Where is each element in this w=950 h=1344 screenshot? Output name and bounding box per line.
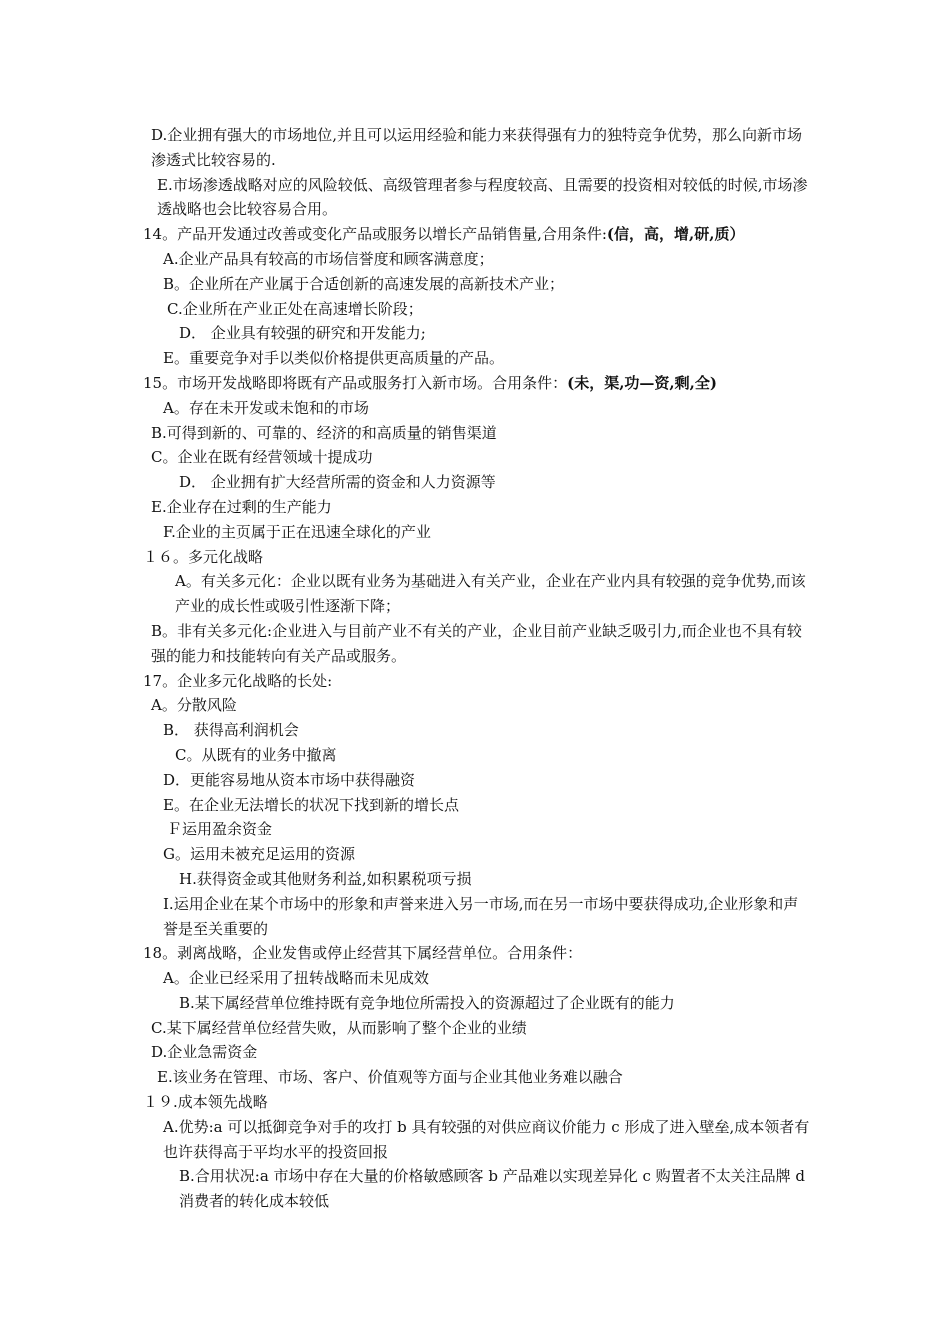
paragraph-bold-mnemonic: (未，渠,功—资,剩,全) [567,373,717,392]
paragraph [143,892,813,942]
paragraph [143,470,813,495]
paragraph [143,1164,813,1214]
paragraph-text: B。企业所在产业属于合适创新的高速发展的高新技术产业； [163,274,565,293]
paragraph [143,842,813,867]
paragraph-text: A。有关多元化：企业以既有业务为基础进入有关产业，企业在产业内具有较强的竞争优势,而该产业的成长性或吸引性逐渐下降； [175,572,806,616]
paragraph-text: E.企业存在过剩的生产能力 [151,497,332,516]
paragraph-text: B.可得到新的、可靠的、经济的和高质量的销售渠道 [151,423,497,442]
paragraph [143,495,813,520]
paragraph-text: B． 获得高利润机会 [163,721,299,740]
paragraph [143,991,813,1016]
paragraph [143,346,813,371]
paragraph [143,867,813,892]
paragraph-text: D． 企业具有较强的研究和开发能力; [179,324,426,343]
paragraph [143,941,813,966]
paragraph [143,297,813,322]
paragraph-text: A.企业产品具有较高的市场信誉度和顾客满意度； [163,249,494,268]
paragraph [143,693,813,718]
paragraph [143,421,813,446]
paragraph-text: E。重要竞争对手以类似价格提供更高质量的产品。 [163,349,504,368]
paragraph-text: A.优势:a 可以抵御竞争对手的攻打 b 具有较强的对供应商议价能力 c 形成了进入壁垒,成本领者有也许获得高于平均水平的投资回报 [163,1117,810,1161]
paragraph-text: 17。企业多元化战略的长处: [143,671,333,690]
paragraph-text: A。存在未开发或未饱和的市场 [163,398,369,417]
paragraph-text: C。从既有的业务中撤离 [175,745,337,764]
paragraph [143,173,813,223]
paragraph [143,272,813,297]
paragraph [143,669,813,694]
paragraph-text: G。运用未被充足运用的资源 [163,845,355,864]
paragraph [143,966,813,991]
paragraph [143,321,813,346]
paragraph-text: C.某下属经营单位经营失败，从而影响了整个企业的业绩 [151,1018,527,1037]
paragraph [143,619,813,669]
paragraph-text: D.企业急需资金 [151,1043,258,1062]
paragraph-text: E.市场渗透战略对应的风险较低、高级管理者参与程度较高、且需要的投资相对较低的时候,市场渗透战略也会比较容易合用。 [157,175,808,219]
paragraph-text: 18。剥离战略，企业发售或停止经营其下属经营单位。合用条件： [143,944,583,963]
paragraph [143,718,813,743]
paragraph-text: Ｆ运用盈余资金 [167,820,273,839]
paragraph-text: B。非有关多元化:企业进入与目前产业不有关的产业，企业目前产业缺乏吸引力,而企业也不具有较强的能力和技能转向有关产品或服务。 [151,621,802,665]
paragraph-text: １６。多元化战略 [143,547,264,566]
paragraph-text: D．更能容易地从资本市场中获得融资 [163,770,416,789]
paragraph-text: C。企业在既有经营领域十提成功 [151,448,373,467]
paragraph-text: 14。产品开发通过改善或变化产品或服务以增长产品销售量,合用条件: [143,225,607,244]
paragraph-text: E.该业务在管理、市场、客户、价值观等方面与企业其他业务难以融合 [157,1068,623,1087]
paragraph [143,1016,813,1041]
paragraph [143,247,813,272]
paragraph [143,793,813,818]
paragraph [143,520,813,545]
paragraph-text: I.运用企业在某个市场中的形象和声誉来进入另一市场,而在另一市场中要获得成功,企业形象和声誉是至关重要的 [163,894,799,938]
paragraph [143,743,813,768]
paragraph [143,396,813,421]
paragraph [143,569,813,619]
paragraph [143,817,813,842]
paragraph-text: H.获得资金或其他财务利益,如积累税项亏损 [179,869,472,888]
paragraph [143,1040,813,1065]
paragraph-text: E。在企业无法增长的状况下找到新的增长点 [163,795,459,814]
paragraph [143,222,813,247]
paragraph-text: A。分散风险 [151,696,237,715]
document-body [143,123,813,1214]
paragraph [143,1115,813,1165]
paragraph-text: 15。市场开发战略即将既有产品或服务打入新市场。合用条件： [143,373,568,392]
paragraph [143,768,813,793]
paragraph-text: B.某下属经营单位维持既有竞争地位所需投入的资源超过了企业既有的能力 [179,993,675,1012]
paragraph [143,123,813,173]
paragraph-text: B.合用状况:a 市场中存在大量的价格敏感顾客 b 产品难以实现差异化 c 购置者不太关注品牌 d 消费者的转化成本较低 [179,1167,806,1211]
paragraph-text: C.企业所在产业正处在高速增长阶段； [167,299,423,318]
paragraph [143,545,813,570]
paragraph-text: F.企业的主页属于正在迅速全球化的产业 [163,522,431,541]
paragraph [143,445,813,470]
paragraph-bold-mnemonic: (信，高，增,研,质） [606,225,745,244]
paragraph-text: １９.成本领先战略 [143,1093,268,1112]
paragraph [143,1090,813,1115]
paragraph [143,1065,813,1090]
paragraph-text: D.企业拥有强大的市场地位,并且可以运用经验和能力来获得强有力的独特竞争优势，那么向新市场渗透式比较容易的. [151,126,803,169]
paragraph [143,371,813,396]
paragraph-text: D． 企业拥有扩大经营所需的资金和人力资源等 [179,473,496,492]
paragraph-text: A。企业已经采用了扭转战略而未见成效 [163,969,429,988]
